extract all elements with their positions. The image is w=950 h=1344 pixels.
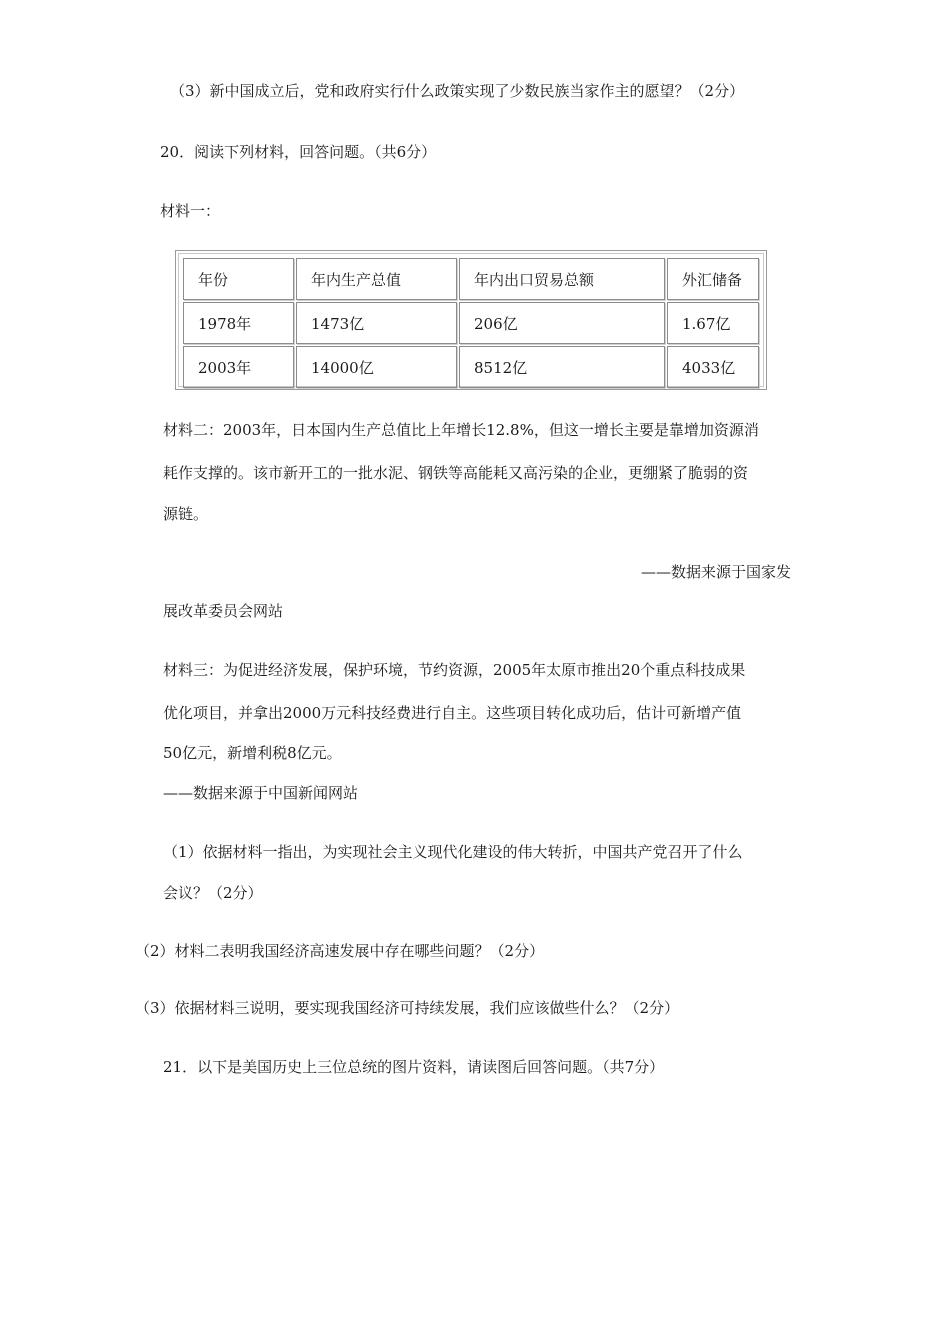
material-1-label: 材料一： [160, 202, 221, 220]
table-header-cell: 外汇储备 [667, 258, 759, 300]
table-row [183, 346, 759, 388]
question-20-1: （1）依据材料一指出，为实现社会主义现代化建设的伟大转折，中国共产党召开了什么 [163, 843, 743, 861]
question-20-2: （2）材料二表明我国经济高速发展中存在哪些问题？（2分） [135, 942, 545, 960]
table-cell: 1978年 [183, 302, 294, 344]
material-3-line: 材料三：为促进经济发展，保护环境，节约资源，2005年太原市推出20个重点科技成果 [163, 661, 746, 679]
table-cell: 4033亿 [667, 346, 759, 388]
material-2-line: 耗作支撑的。该市新开工的一批水泥、钢铁等高能耗又高污染的企业，更绷紧了脆弱的资 [163, 464, 749, 482]
data-table-frame [175, 250, 767, 390]
material-3-source: ——数据来源于中国新闻网站 [163, 784, 359, 802]
question-20-title: 20．阅读下列材料，回答问题。（共6分） [160, 143, 437, 161]
material-2-source-cont: 展改革委员会网站 [163, 602, 284, 620]
question-20-1-cont: 会议？（2分） [163, 884, 263, 902]
table-header-row [183, 258, 759, 300]
table-header-cell: 年份 [183, 258, 294, 300]
material-3-line: 优化项目，并拿出2000万元科技经费进行自主。这些项目转化成功后，估计可新增产值 [163, 704, 742, 722]
question-21-title: 21．以下是美国历史上三位总统的图片资料，请读图后回答问题。（共7分） [163, 1058, 665, 1076]
table-header-cell: 年内生产总值 [296, 258, 457, 300]
table-cell: 14000亿 [296, 346, 457, 388]
table-cell: 8512亿 [459, 346, 665, 388]
question-19-3: （3）新中国成立后，党和政府实行什么政策实现了少数民族当家作主的愿望？（2分） [170, 82, 745, 100]
material-2-line: 源链。 [163, 505, 209, 523]
data-table [181, 256, 761, 390]
material-2-line: 材料二：2003年，日本国内生产总值比上年增长12.8%，但这一增长主要是靠增加资源消 [163, 421, 759, 439]
material-3-line: 50亿元，新增利税8亿元。 [163, 744, 342, 762]
table-cell: 1473亿 [296, 302, 457, 344]
table-row [183, 302, 759, 344]
question-20-3: （3）依据材料三说明，要实现我国经济可持续发展，我们应该做些什么？（2分） [135, 999, 680, 1017]
table-cell: 206亿 [459, 302, 665, 344]
material-2-source: ——数据来源于国家发 [641, 563, 792, 581]
table-header-cell: 年内出口贸易总额 [459, 258, 665, 300]
table-cell: 2003年 [183, 346, 294, 388]
table-cell: 1.67亿 [667, 302, 759, 344]
